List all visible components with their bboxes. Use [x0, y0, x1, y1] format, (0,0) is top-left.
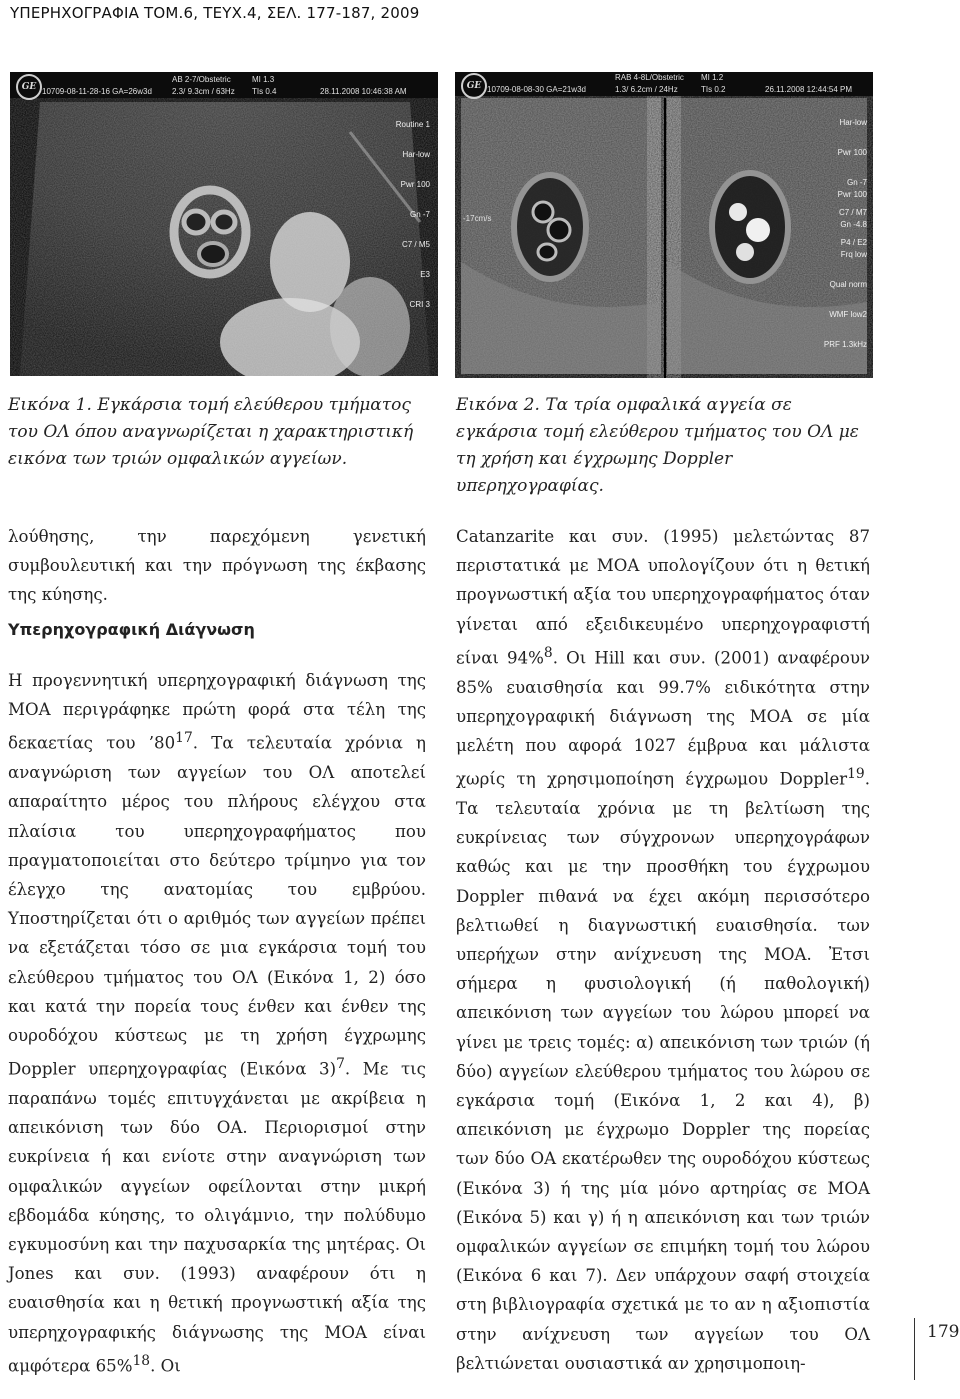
ge-logo-icon: GE	[461, 73, 487, 99]
figure-1-tis: TIs 0.4	[252, 87, 277, 96]
setting-line: PRF 1.3kHz	[823, 340, 867, 349]
figure-2-patient: 10709-08-08-30 GA=21w3d	[487, 85, 586, 94]
text-run: . Με τις παραπάνω τομές επιτυγχάνεται με ακρίβεια η απεικόνιση των δύο ΟΑ. Περιορισμοί στην ευκρίνεια ή και ενίοτε στην αναγνώριση των ομφαλικών αγγείων οφείλονται στην μικρή εβδομάδα κύησης, το ολιγάμνιο, την πολύδυμο εγκυμοσύνη και την παχυσαρκία της μητέρας. Οι Jones και συν. (1993) αναφέρουν ότι η ευαισθησία και η θετική προγνωστική αξία της υπερηχογραφικής διάγνωσης της ΜΟΑ είναι αμφότερα 65%	[8, 1059, 426, 1376]
figure-2-datetime: 26.11.2008 12:44:54 PM	[765, 85, 853, 94]
page-number-rule	[914, 1318, 915, 1380]
intro-paragraph: λούθησης, την παρεχόμενη γενετική συμβουλευτική και την πρόγνωση της έκβασης της κύησης.	[8, 527, 426, 605]
figure-2-caption-text: Τα τρία ομφαλικά αγγεία σε εγκάρσια τομή ελεύθερου τμήματος του ΟΛ με τη χρήση και έγχρωμης Doppler υπερηχογραφίας.	[456, 395, 859, 496]
diagnosis-paragraph	[8, 666, 426, 1380]
reference-superscript: 18	[132, 1352, 151, 1369]
setting-line: Qual norm	[829, 280, 867, 289]
setting-line: C7 / M7	[838, 208, 867, 217]
figure-2-settings-bottom	[795, 170, 867, 370]
setting-line: Frq low	[840, 250, 867, 259]
setting-line: Har-low	[839, 118, 867, 127]
setting-line: Gn -7	[409, 210, 430, 219]
figure-1-datetime: 28.11.2008 10:46:38 AM	[320, 87, 407, 96]
setting-line: E3	[420, 270, 430, 279]
reference-superscript: 19	[847, 766, 865, 783]
setting-line: C7 / M5	[401, 240, 430, 249]
setting-line: Gn -7	[846, 178, 867, 187]
setting-line: Pwr 100	[837, 148, 867, 157]
ge-logo-icon: GE	[16, 74, 42, 100]
text-run: . Οι Hill και συν. (2001) αναφέρουν 85% ευαισθησία και 99.7% ειδικότητα στην υπερηχογραφική διάγνωση της ΜΟΑ σε μία μελέτη που αφορά 1027 έμβρυα και μάλιστα χωρίς τη χρησιμοποίηση έγχρωμου Doppler	[456, 648, 870, 789]
section-heading: Υπερηχογραφική Διάγνωση	[8, 620, 255, 639]
setting-line: CRI 3	[409, 300, 430, 309]
figure-2-probe: RAB 4-8L/Obstetric	[615, 73, 684, 82]
figure-1-depth: 2.3/ 9.3cm / 63Hz	[172, 87, 235, 96]
figure-1-patient: 10709-08-11-28-16 GA=26w3d	[42, 87, 152, 96]
setting-line: WMF low2	[829, 310, 867, 319]
reference-superscript: 7	[336, 1056, 345, 1073]
reference-superscript: 8	[543, 644, 553, 661]
right-paragraph	[456, 522, 870, 1378]
figure-1-caption	[8, 392, 426, 473]
figure-1-settings	[360, 100, 430, 330]
setting-line: Pwr 100	[400, 180, 430, 189]
setting-line: P4 / E2	[840, 238, 867, 247]
text-run: . Τα τελευταία χρόνια με τη βελτίωση της ευκρίνειας των σύγχρονων υπερηχογράφων καθώς και με την προσθήκη του έγχρωμου Doppler πιθανά να έχει ακόμη περισσότερο βελτιωθεί η διαγνωστική ευαισθησία. των υπερήχων στην ανίχνευση της ΜΟΑ. Ἐτσι σήμερα η φυσιολογική (ή παθολογική) απεικόνιση των αγγείων του λώρου μπορεί να γίνει με τρεις τομές: α) απεικόνιση των τριών (ή δύο) αγγείων ελεύθερου τμήματος του λώρου σε εγκάρσια τομή (Εικόνα 1, 2 και 4), β) απεικόνιση με έγχρωμο Doppler της πορείας των δύο ΟΑ εκατέρωθεν της ουροδόχου κύστεως (Εικόνα 3) ή της μία μόνο αρτηρίας σε ΜΟΑ (Εικόνα 5) και γ) ή η απεικόνιση και των τριών ομφαλικών αγγείων σε επιμήκη τομή του λώρου (Εικόνα 6 και 7). Δεν υπάρχουν σαφή στοιχεία στη βιβλιογραφία σχετικά με το αν η αξιοπιστία στην ανίχνευση των αγγείων του ΟΛ βελτιώνεται ουσιαστικά αν χρησιμοποιη-	[456, 769, 870, 1373]
figure-2-caption	[456, 392, 868, 500]
figure-2-caption-label: Εικόνα 2.	[456, 395, 540, 415]
left-column	[8, 522, 426, 610]
journal-header: ΥΠΕΡΗΧΟΓΡΑΦΙΑ ΤΟΜ.6, ΤΕΥΧ.4, ΣΕΛ. 177-187, 2009	[10, 4, 420, 22]
setting-line: Gn -4.8	[840, 220, 867, 229]
left-column-body	[8, 666, 426, 1380]
setting-line: Har-low	[402, 150, 430, 159]
text-run: Η προγεννητική υπερηχογραφική διάγνωση της ΜΟΑ περιγράφηκε πρώτη φορά στα τέλη της δεκαετίας του ’80	[8, 671, 426, 753]
reference-superscript: 17	[175, 730, 193, 747]
text-run: Catanzarite και συν. (1995) μελετώντας 87 περιστατικά με ΜΟΑ υπολογίζουν ότι η θετική προγνωστική αξία του υπερηχογραφήματος όταν γίνεται από εξειδικευμένο υπερηχογραφιστή είναι 94%	[456, 527, 870, 668]
figure-2-depth: 1.3/ 6.2cm / 24Hz	[615, 85, 678, 94]
figure-2-mi: MI 1.2	[701, 73, 724, 82]
figure-1-caption-label: Εικόνα 1.	[8, 395, 92, 415]
figure-1-caption-text: Εγκάρσια τομή ελεύθερου τμήματος του ΟΛ όπου αναγνωρίζεται η χαρακτηριστική εικόνα των τριών ομφαλικών αγγείων.	[8, 395, 414, 469]
right-column	[456, 522, 870, 1378]
page-number: 179	[927, 1322, 960, 1342]
text-run: . Τα τελευταία χρόνια η αναγνώριση των αγγείων του ΟΛ αποτελεί απαραίτητο μέρος του πλήρους ελέγχου στα πλαίσια του υπερηχογραφήματος που πραγματοποιείται στο δεύτερο τρίμηνο για τον έλεγχο της ανατομίας του εμβρύου. Υποστηρίζεται ότι ο αριθμός των αγγείων πρέπει να εξετάζεται τόσο σε μια εγκάρσια τομή του ελεύθερου τμήματος του ΟΛ (Εικόνα 1, 2) όσο και κατά την πορεία τους ένθεν και ένθεν της ουροδόχου κύστεως με τη χρήση έγχρωμης Doppler υπερηχογραφίας (Εικόνα 3)	[8, 733, 426, 1079]
setting-line: Routine 1	[395, 120, 430, 129]
figure-2-velocity-scale: -17cm/s	[463, 214, 492, 223]
figure-2-ultrasound	[455, 72, 873, 378]
figure-2-tis: TIs 0.2	[701, 85, 726, 94]
figure-1-ultrasound	[10, 72, 438, 376]
figure-1-probe: AB 2-7/Obstetric	[172, 75, 231, 84]
figure-1-mi: MI 1.3	[252, 75, 275, 84]
text-run: . Οι	[150, 1356, 181, 1376]
setting-line: Pwr 100	[837, 190, 867, 199]
